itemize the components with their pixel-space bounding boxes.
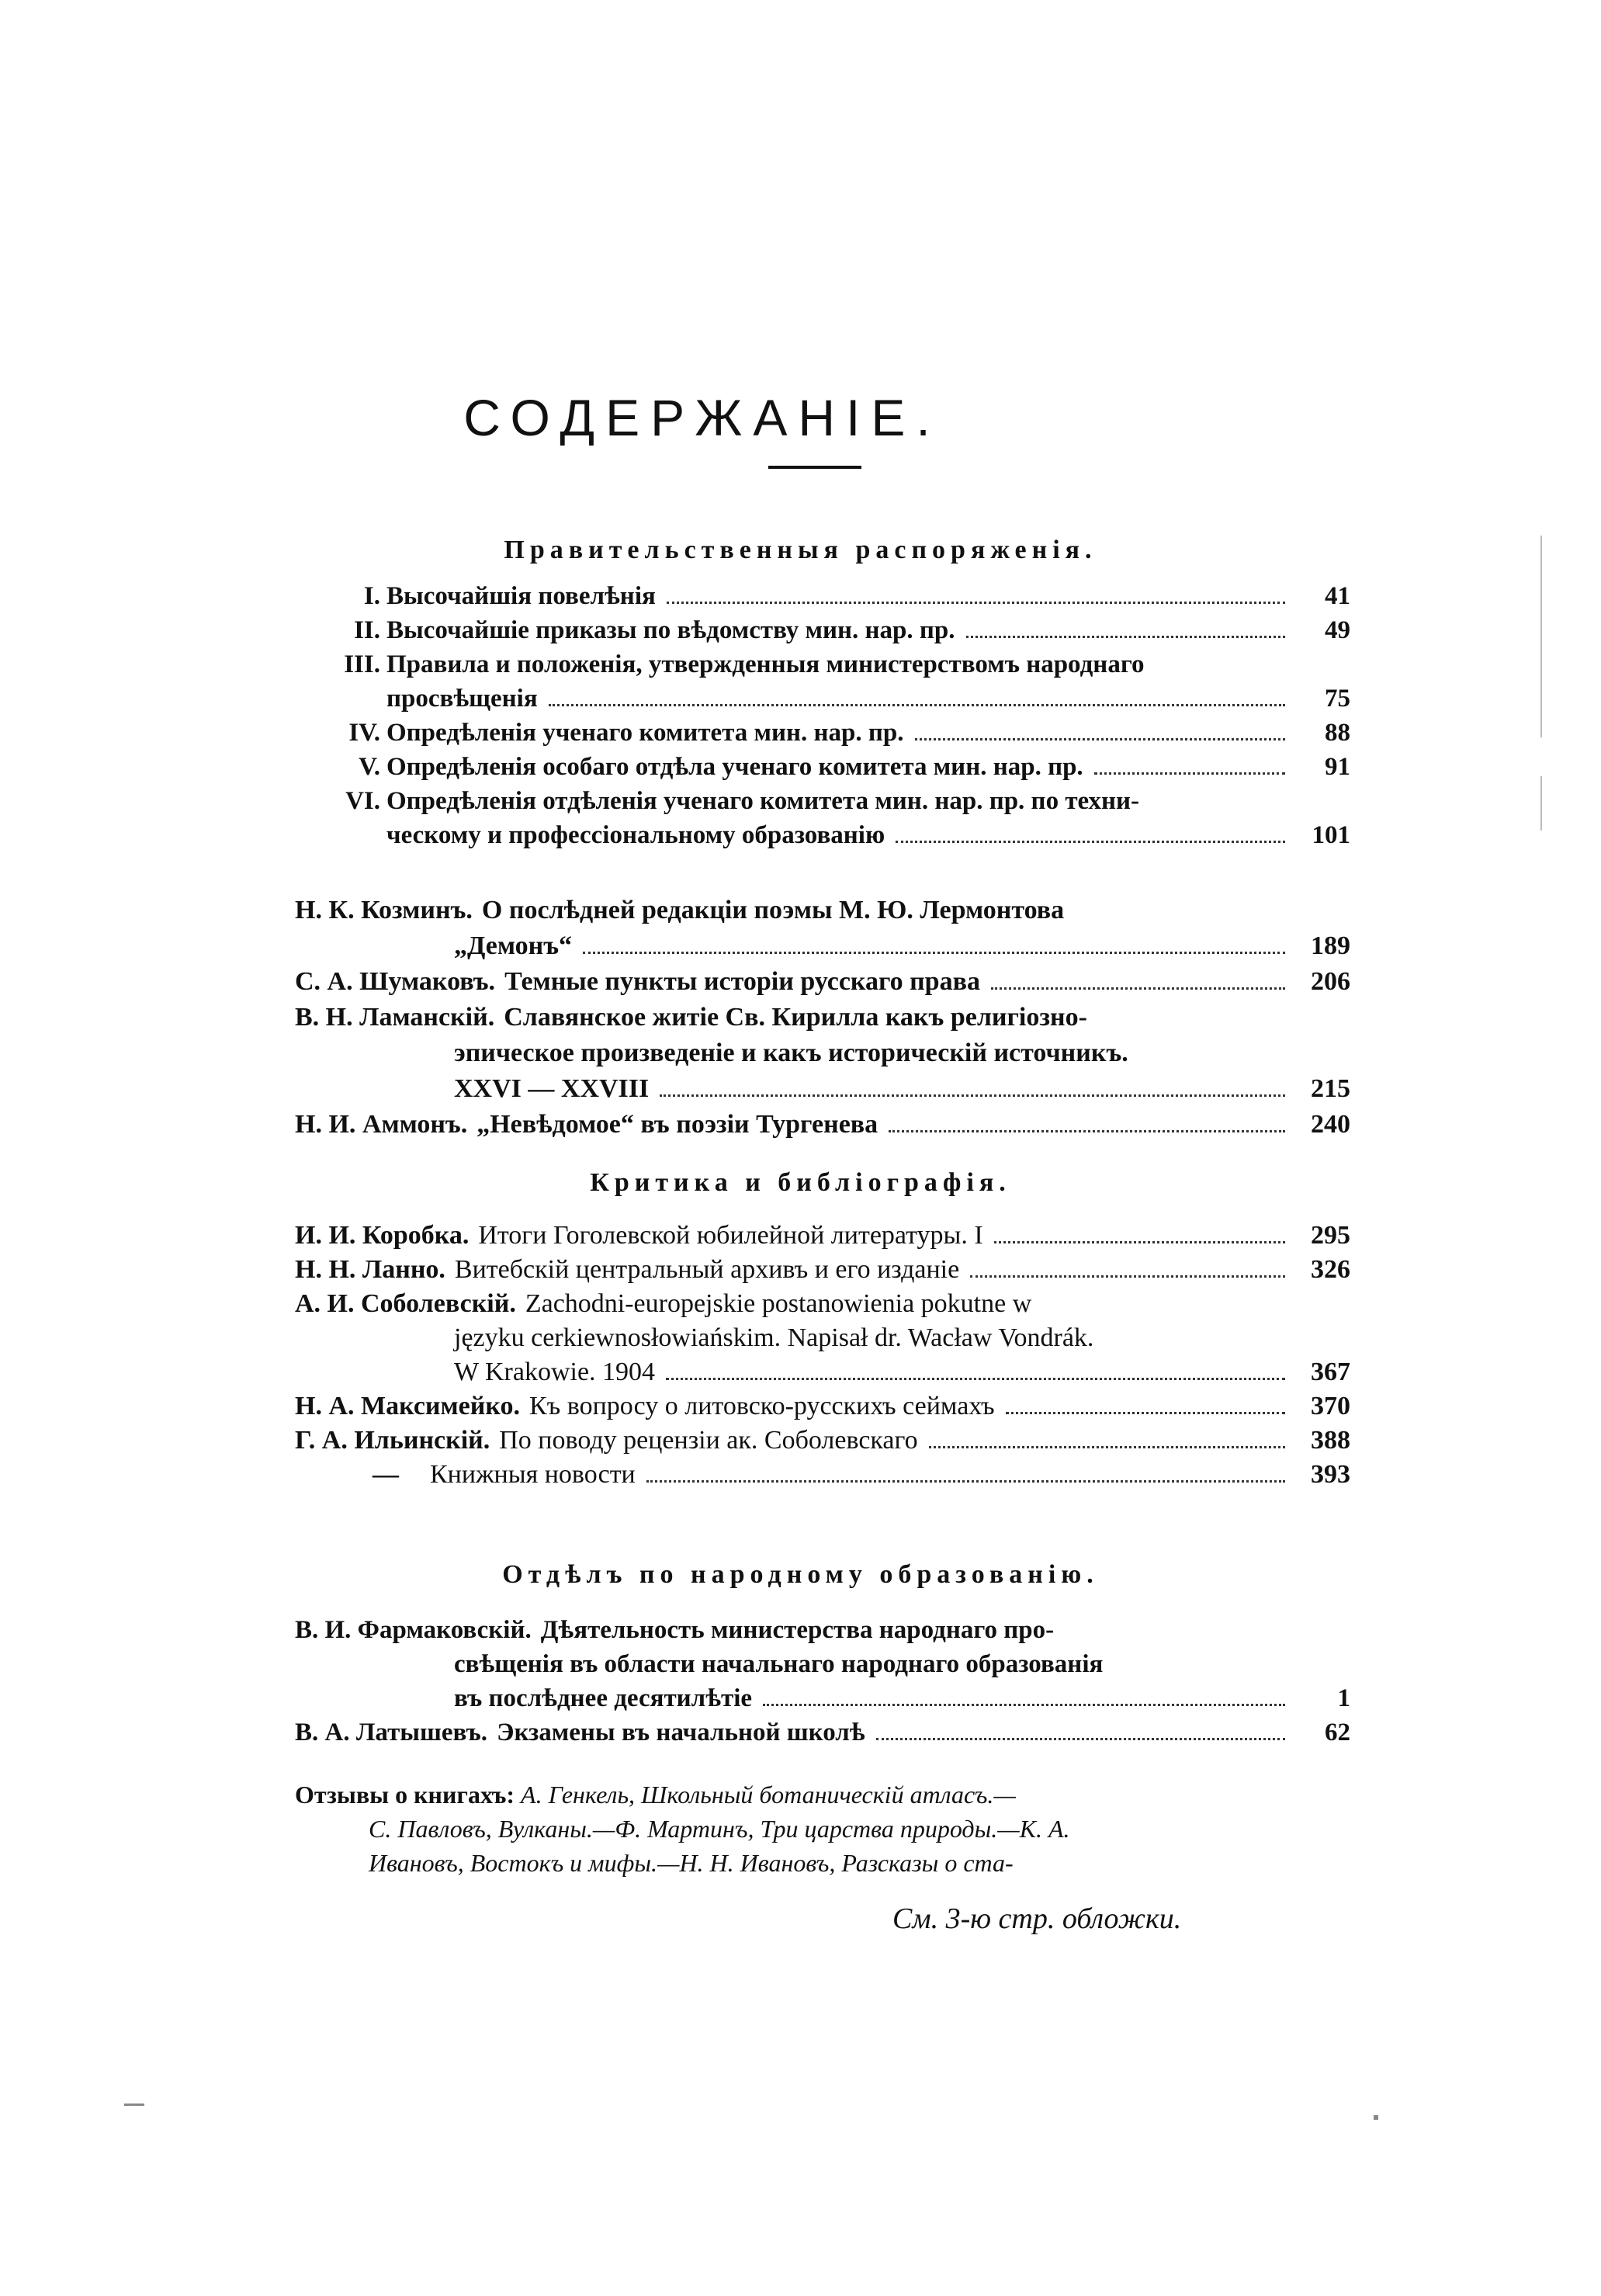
critique-title-continued: języku cerkiewnosłowiańskim. Napisał dr. Wacław Vondrák.	[454, 1323, 1094, 1352]
leader-dots	[763, 1704, 1285, 1706]
scan-mark	[1540, 776, 1542, 831]
toc-page: 101	[1312, 821, 1350, 849]
critique-title: Витебскій центральный архивъ и его изданіе	[454, 1255, 960, 1284]
critique-page: 295	[1311, 1221, 1350, 1250]
toc-row	[295, 647, 1350, 682]
critique-row	[295, 1253, 1350, 1287]
leader-dots	[929, 1446, 1285, 1448]
education-author: В. И. Фармаковскій.	[295, 1616, 532, 1644]
critique-title: Книжныя новости	[430, 1460, 636, 1489]
critique-author: Н. Н. Ланно.	[295, 1255, 445, 1284]
critique-author: —	[373, 1460, 399, 1489]
article-author: Н. И. Аммонъ.	[295, 1110, 468, 1139]
leader-dots	[991, 987, 1285, 990]
section-heading-critique: Критика и библіографія.	[590, 1168, 1011, 1197]
article-author: С. А. Шумаковъ.	[295, 967, 496, 996]
critique-author: И. И. Коробка.	[295, 1221, 470, 1250]
toc-number: V.	[359, 753, 380, 781]
toc-number: IV.	[348, 719, 380, 747]
article-title-continued: эпическое произведеніе и какъ историческій источникъ.	[454, 1039, 1128, 1067]
critique-title: По поводу рецензіи ак. Соболевскаго	[499, 1426, 918, 1455]
article-title-continued: XXVI — XXVIII	[454, 1074, 650, 1103]
article-page: 206	[1311, 967, 1350, 996]
leader-dots	[1094, 772, 1285, 775]
leader-dots	[646, 1480, 1285, 1483]
education-page: 1	[1337, 1684, 1350, 1712]
critique-page: 393	[1311, 1460, 1350, 1489]
toc-text: Высочайшіе приказы по вѣдомству мин. нар. пр.	[386, 616, 955, 644]
toc-text-continued: ческому и профессіональному образованію	[386, 821, 885, 849]
toc-text: Правила и положенія, утвержденныя министерствомъ народнаго	[386, 650, 1145, 678]
reviews-line	[295, 1777, 1350, 1812]
education-row-continued	[295, 1681, 1350, 1715]
critique-author: Н. А. Максимейко.	[295, 1392, 520, 1420]
article-title-continued: „Демонъ“	[454, 931, 573, 960]
leader-dots	[994, 1241, 1285, 1243]
article-author: Н. К. Козминъ.	[295, 896, 473, 924]
toc-row	[295, 784, 1350, 818]
leader-dots	[876, 1738, 1285, 1740]
leader-dots	[667, 602, 1285, 604]
article-title: „Невѣдомое“ въ поэзіи Тургенева	[476, 1110, 878, 1139]
critique-row	[295, 1389, 1350, 1424]
article-page: 240	[1311, 1110, 1350, 1139]
toc-page: 75	[1325, 685, 1350, 713]
critique-title-continued: W Krakowie. 1904	[454, 1358, 656, 1386]
critique-page: 388	[1311, 1426, 1350, 1455]
education-row	[295, 1613, 1350, 1647]
leader-dots	[660, 1094, 1285, 1097]
reviews-line: С. Павловъ, Вулканы.—Ф. Мартинъ, Три царства природы.—К. А.	[369, 1815, 1070, 1843]
article-row	[295, 893, 1350, 928]
critique-row	[295, 1458, 1350, 1492]
toc-text: Высочайшія повелѣнія	[386, 582, 656, 610]
leader-dots	[896, 841, 1285, 843]
toc-page: 41	[1325, 582, 1350, 610]
toc-number: II.	[354, 616, 380, 644]
critique-page: 326	[1311, 1255, 1350, 1284]
critique-row	[295, 1219, 1350, 1253]
toc-text: Опредѣленія ученаго комитета мин. нар. пр.	[386, 719, 904, 747]
leader-dots	[889, 1130, 1285, 1132]
toc-row-continued	[295, 818, 1350, 852]
education-row	[295, 1715, 1350, 1750]
toc-page: 49	[1325, 616, 1350, 644]
toc-row	[295, 579, 1350, 613]
toc-number: VI.	[345, 787, 380, 815]
toc-page: 91	[1325, 753, 1350, 781]
critique-title: Итоги Гоголевской юбилейной литературы. I	[478, 1221, 983, 1250]
book-reviews	[295, 1777, 1350, 1880]
article-row-continued	[295, 1071, 1350, 1107]
critique-page: 370	[1311, 1392, 1350, 1420]
toc-row	[295, 613, 1350, 647]
section-heading-education: Отдѣлъ по народному образованію.	[502, 1560, 1099, 1589]
education-author: В. А. Латышевъ.	[295, 1719, 488, 1746]
critique-page: 367	[1311, 1358, 1350, 1386]
leader-dots	[915, 738, 1285, 740]
title-rule	[768, 466, 861, 469]
education-title: Дѣятельность министерства народнаго про-	[540, 1616, 1055, 1644]
article-row-continued	[295, 928, 1350, 964]
leader-dots	[549, 704, 1285, 706]
article-page: 189	[1311, 931, 1350, 960]
education-page: 62	[1325, 1719, 1350, 1746]
leader-dots	[1006, 1412, 1285, 1414]
toc-number: I.	[363, 582, 380, 610]
critique-row-continued	[295, 1321, 1350, 1355]
article-author: В. Н. Ламанскій.	[295, 1003, 495, 1032]
reviews-text: А. Генкель, Школьный ботаническій атласъ.—	[521, 1781, 1016, 1809]
critique-author: А. И. Соболевскій.	[295, 1289, 516, 1318]
leader-dots	[970, 1275, 1285, 1278]
see-cover-note: См. 3-ю стр. обложки.	[892, 1902, 1182, 1935]
toc-row-continued	[295, 682, 1350, 716]
toc-row	[295, 716, 1350, 750]
reviews-line: Ивановъ, Востокъ и мифы.—Н. Н. Ивановъ, Разсказы о ста-	[369, 1849, 1014, 1877]
section-heading-gov: Правительственныя распоряженія.	[504, 536, 1097, 564]
education-list	[295, 1613, 1350, 1750]
critique-author: Г. А. Ильинскій.	[295, 1426, 490, 1455]
toc-row	[295, 750, 1350, 784]
leader-dots	[583, 952, 1285, 954]
article-row	[295, 1000, 1350, 1035]
toc-text: Опредѣленія особаго отдѣла ученаго комитета мин. нар. пр.	[386, 753, 1083, 781]
article-title: Темные пункты исторіи русскаго права	[504, 967, 980, 996]
critique-list	[295, 1219, 1350, 1492]
scan-mark	[1540, 536, 1542, 737]
article-page: 215	[1311, 1074, 1350, 1103]
critique-row	[295, 1424, 1350, 1458]
article-title: Славянское житіе Св. Кирилла какъ религіозно-	[504, 1003, 1087, 1032]
education-title-continued: свѣщенія въ области начальнаго народнаго образованія	[454, 1650, 1104, 1678]
education-title: Экзамены въ начальной школѣ	[497, 1719, 865, 1746]
article-title: О послѣдней редакціи поэмы М. Ю. Лермонтова	[481, 896, 1065, 924]
critique-row	[295, 1287, 1350, 1321]
page-title: СОДЕРЖАНІЕ.	[463, 389, 941, 446]
article-row	[295, 964, 1350, 1000]
toc-text-continued: просвѣщенія	[386, 685, 538, 713]
education-row-continued	[295, 1647, 1350, 1681]
critique-title: Къ вопросу о литовско-русскихъ сеймахъ	[529, 1392, 995, 1420]
toc-page: 88	[1325, 719, 1350, 747]
toc-number: III.	[344, 650, 380, 678]
article-row	[295, 1107, 1350, 1143]
scan-mark	[124, 2104, 144, 2106]
articles-list	[295, 893, 1350, 1143]
leader-dots	[666, 1378, 1285, 1380]
leader-dots	[966, 636, 1285, 638]
critique-row-continued	[295, 1355, 1350, 1389]
article-row-continued	[295, 1035, 1350, 1071]
scan-mark	[1374, 2115, 1378, 2120]
education-title-continued: въ послѣднее десятилѣтіе	[454, 1684, 753, 1712]
gov-list	[295, 579, 1350, 852]
toc-text: Опредѣленія отдѣленія ученаго комитета мин. нар. пр. по техни-	[386, 787, 1140, 815]
critique-title: Zachodni-europejskie postanowienia pokutne w	[525, 1289, 1032, 1318]
reviews-lead: Отзывы о книгахъ:	[295, 1781, 515, 1809]
